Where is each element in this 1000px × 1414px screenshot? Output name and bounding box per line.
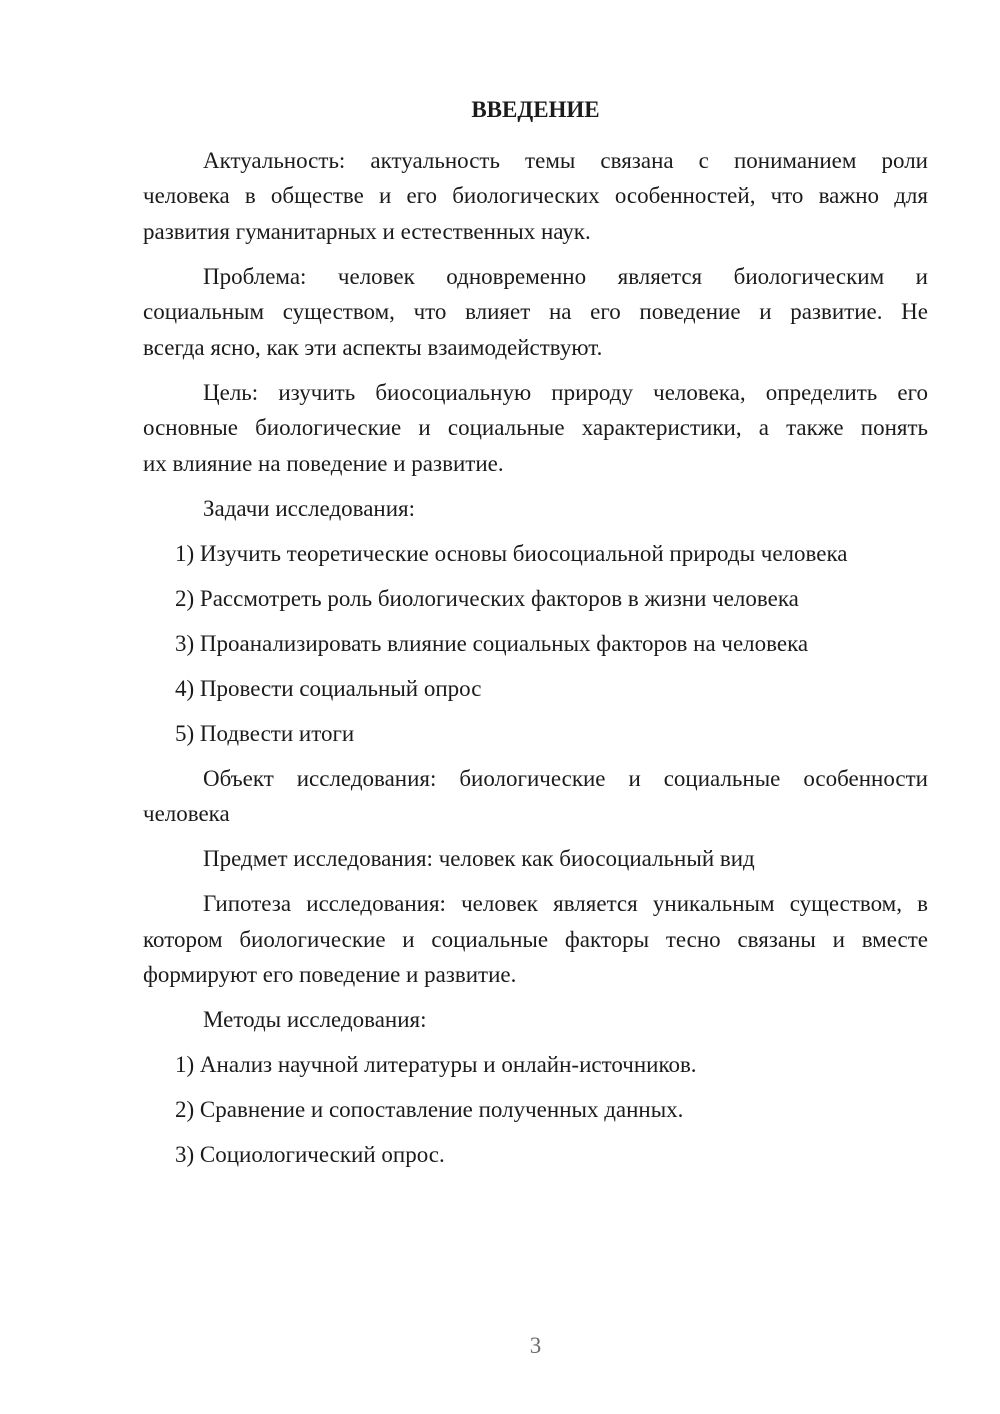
page-content [143, 92, 928, 1182]
goal-paragraph [143, 375, 928, 482]
method-list-item: 2) Сравнение и сопоставление полученных данных. [175, 1097, 684, 1122]
method-list-item: 1) Анализ научной литературы и онлайн-источников. [175, 1052, 697, 1077]
paragraph-line: формируют его поведение и развитие. [143, 962, 517, 987]
object-paragraph [143, 761, 928, 832]
paragraph-line: Проблема: человек одновременно является биологическим и [203, 263, 928, 289]
subject-paragraph [143, 841, 928, 877]
paragraph-line: их влияние на поведение и развитие. [143, 450, 504, 476]
paragraph-line: человека в обществе и его биологических особенностей, что важно для [143, 183, 928, 208]
methods-heading-text: Методы исследования: [203, 1007, 427, 1032]
paragraph-line: человека [143, 801, 230, 826]
paragraph-line: Цель: изучить биосоциальную природу человека, определить его [203, 379, 928, 405]
paragraph-line: Объект исследования: биологические и социальные особенности [203, 765, 928, 791]
paragraph-line: котором биологические и социальные факторы тесно связаны и вместе [143, 926, 928, 952]
paragraph-line: развития гуманитарных и естественных наук. [143, 218, 591, 244]
paragraph-line: всегда ясно, как эти аспекты взаимодействуют. [143, 334, 603, 360]
paragraph-line: социальным существом, что влияет на его поведение и развитие. Не [143, 299, 928, 324]
method-list-item: 3) Социологический опрос. [175, 1142, 445, 1167]
tasks-heading [143, 491, 928, 527]
problem-paragraph [143, 259, 928, 366]
hypothesis-paragraph [143, 886, 928, 993]
tasks-heading-text: Задачи исследования: [203, 495, 416, 521]
page-title: ВВЕДЕНИЕ [471, 97, 600, 122]
paragraph-line: основные биологические и социальные характеристики, а также понять [143, 415, 928, 440]
paragraph-line: Гипотеза исследования: человек является уникальным существом, в [203, 891, 928, 916]
methods-heading [143, 1002, 928, 1038]
page-number: 3 [529, 1333, 542, 1358]
task-list-item: 4) Провести социальный опрос [175, 675, 482, 701]
relevance-paragraph [143, 143, 928, 250]
task-list-item: 5) Подвести итоги [175, 720, 355, 746]
task-list-item: 1) Изучить теоретические основы биосоциальной природы человека [175, 540, 848, 566]
paragraph-line: Актуальность: актуальность темы связана с пониманием роли [203, 147, 928, 173]
task-list-item: 2) Рассмотреть роль биологических факторов в жизни человека [175, 585, 799, 611]
paragraph-line: Предмет исследования: человек как биосоциальный вид [203, 846, 755, 871]
task-list-item: 3) Проанализировать влияние социальных факторов на человека [175, 630, 809, 656]
